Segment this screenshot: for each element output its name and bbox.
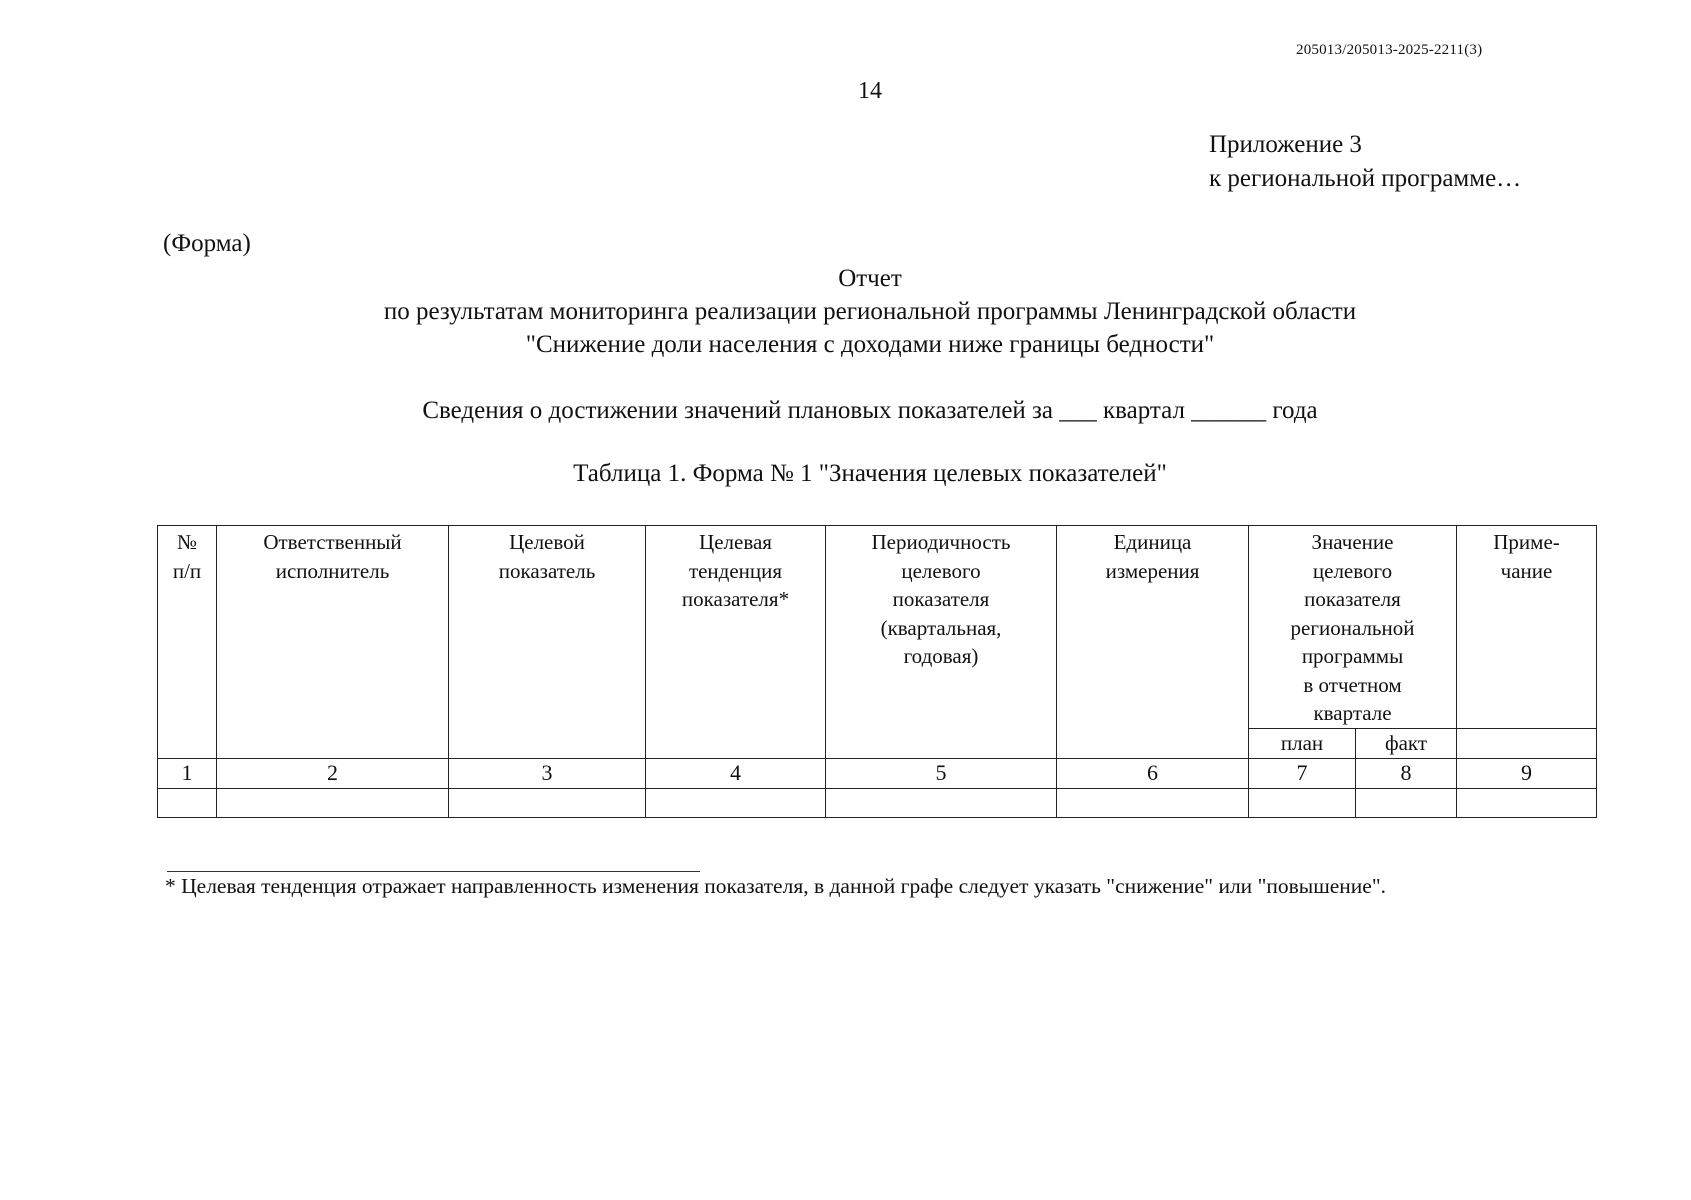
- empty-cell: [1249, 788, 1356, 817]
- header-target-trend-text: Целевая тенденция показателя*: [681, 530, 790, 611]
- header-responsible-executor-text: Ответственный исполнитель: [263, 530, 402, 583]
- empty-cell: [1057, 788, 1249, 817]
- header-row-number-text: № п/п: [172, 530, 202, 583]
- form-label: (Форма): [163, 230, 251, 257]
- header-note: [1457, 526, 1597, 729]
- appendix-line-2: к региональной программе…: [1209, 165, 1522, 192]
- column-number-8: 8: [1356, 758, 1457, 788]
- page-number: 14: [858, 78, 882, 104]
- column-number-1: 1: [158, 758, 217, 788]
- report-title-line-2: по результатам мониторинга реализации региональной программы Ленинградской области: [383, 298, 1357, 325]
- empty-cell: [826, 788, 1057, 817]
- empty-cell: [217, 788, 449, 817]
- empty-cell: [646, 788, 826, 817]
- header-target-indicator-text: Целевой показатель: [498, 530, 596, 583]
- empty-cell: [158, 788, 217, 817]
- column-number-9: 9: [1457, 758, 1597, 788]
- empty-cell: [1457, 788, 1597, 817]
- header-row-number: [158, 526, 217, 759]
- header-target-value: [1249, 526, 1457, 729]
- empty-cell: [1356, 788, 1457, 817]
- column-number-6: 6: [1057, 758, 1249, 788]
- reporting-period-line: Сведения о достижении значений плановых показателей за ___ квартал ______ года: [422, 397, 1318, 424]
- header-periodicity: [826, 526, 1057, 759]
- subheader-fact: факт: [1356, 728, 1457, 758]
- table-caption: Таблица 1. Форма № 1 "Значения целевых показателей": [573, 460, 1167, 487]
- subheader-note-empty: [1457, 728, 1597, 758]
- subheader-plan: план: [1249, 728, 1356, 758]
- target-indicators-table: [157, 525, 1597, 818]
- header-target-indicator: [449, 526, 646, 759]
- report-title-line-3: "Снижение доли населения с доходами ниже границы бедности": [525, 331, 1215, 358]
- header-unit-text: Единица измерения: [1105, 530, 1200, 583]
- column-number-2: 2: [217, 758, 449, 788]
- header-target-value-text: Значение целевого показателя региональной программы в отчетном квартале: [1290, 530, 1415, 725]
- report-title-line-1: Отчет: [838, 265, 902, 292]
- footnote-divider: [167, 871, 700, 872]
- column-number-5: 5: [826, 758, 1057, 788]
- header-periodicity-text: Периодичность целевого показателя (квартальная, годовая): [871, 530, 1011, 668]
- column-number-7: 7: [1249, 758, 1356, 788]
- appendix-reference: [1209, 128, 1521, 196]
- header-unit: [1057, 526, 1249, 759]
- column-number-4: 4: [646, 758, 826, 788]
- header-responsible-executor: [217, 526, 449, 759]
- empty-cell: [449, 788, 646, 817]
- column-number-3: 3: [449, 758, 646, 788]
- header-note-text: Приме- чание: [1493, 530, 1560, 583]
- report-title: [0, 262, 1691, 361]
- header-target-trend: [646, 526, 826, 759]
- document-registration-code: 205013/205013-2025-2211(3): [1296, 42, 1483, 58]
- empty-data-row: [158, 788, 1597, 817]
- appendix-line-1: Приложение 3: [1209, 131, 1362, 158]
- footnote-text: * Целевая тенденция отражает направленность изменения показателя, в данной графе следует указать "снижение" или "повышение".: [165, 874, 1386, 898]
